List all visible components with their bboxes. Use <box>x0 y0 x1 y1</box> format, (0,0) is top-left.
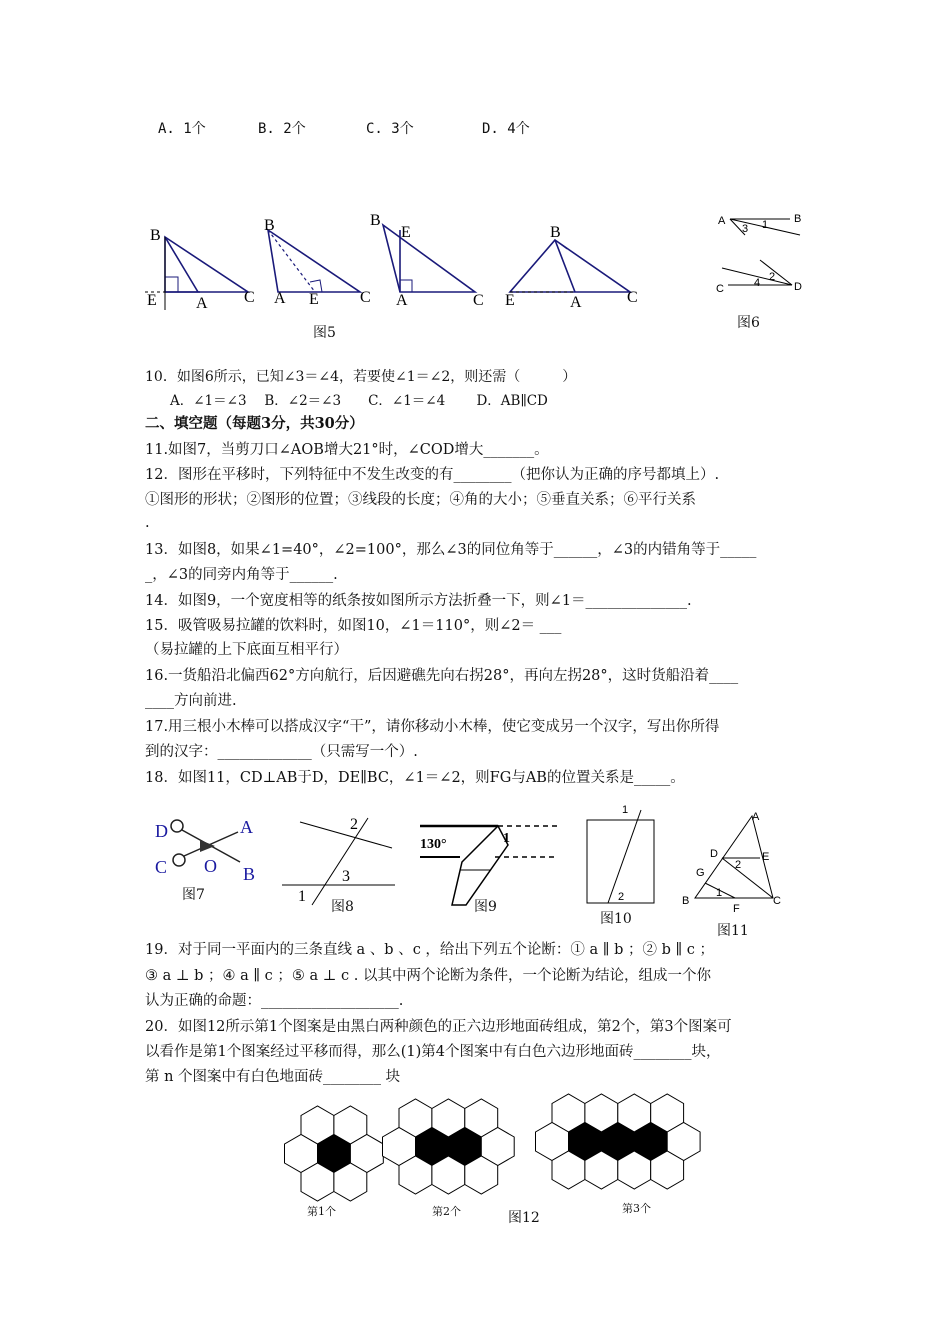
fig5-label: C <box>360 289 371 306</box>
fig11-label: D <box>710 848 718 860</box>
fig5-label: B <box>264 217 275 234</box>
fig6-label: 4 <box>754 277 761 289</box>
fig11-label: 1 <box>716 887 723 899</box>
fig7-caption: 图7 <box>182 887 205 903</box>
question-14: 14．如图9，一个宽度相等的纸条按如图所示方法折叠一下，则∠1＝______________. <box>145 593 692 609</box>
fig5-label: A <box>396 292 408 309</box>
question-12-line2: ①图形的形状；②图形的位置；③线段的长度；④角的大小；⑤垂直关系；⑥平行关系 <box>145 492 696 508</box>
fig7-label: A <box>240 817 253 837</box>
fig12-label-2: 第2个 <box>432 1205 461 1218</box>
fig8-caption: 图8 <box>331 899 354 915</box>
option-c: C. 3个 <box>366 121 414 137</box>
question-11: 11.如图7，当剪刀口∠AOB增大21°时，∠COD增大_______。 <box>145 442 549 458</box>
section-2-heading: 二、填空题（每题3分，共30分） <box>145 415 364 432</box>
fig5-label: A <box>196 295 208 312</box>
fig6-label: 3 <box>742 223 749 235</box>
question-15-note: （易拉罐的上下底面互相平行） <box>145 642 348 658</box>
fig5-label: A <box>570 294 582 311</box>
question-13-line2: _，∠3的同旁内角等于______. <box>145 567 338 583</box>
fig9-caption: 图9 <box>474 899 497 915</box>
question-19-line2: ③ a ⊥ b ；④ a ∥ c ；⑤ a ⊥ c . 以其中两个论断为条件，一个论断为结论，组成一个你 <box>145 968 711 984</box>
question-12-line3: . <box>145 515 150 531</box>
option-d: D. 4个 <box>482 121 530 137</box>
question-13: 13．如图8，如果∠1=40°，∠2=100°，那么∠3的同位角等于______，∠3的内错角等于_____ <box>145 542 757 558</box>
fig7-label: B <box>243 864 256 884</box>
question-10: 10．如图6所示，已知∠3＝∠4，若要使∠1＝∠2，则还需（ ） <box>145 369 577 385</box>
question-19-line3: 认为正确的命题：___________________. <box>145 993 404 1009</box>
question-20-line3: 第 n 个图案中有白色地面砖________ 块 <box>145 1069 401 1085</box>
fig7-label: D <box>155 821 168 841</box>
option-a: A. 1个 <box>158 121 206 137</box>
fig11-label: B <box>682 895 690 907</box>
question-12: 12．图形在平移时，下列特征中不发生改变的有________（把你认为正确的序号都填上）. <box>145 467 720 483</box>
fig11-label: F <box>733 903 740 915</box>
fig5-caption: 图5 <box>313 325 336 341</box>
fig11-caption: 图11 <box>717 923 749 939</box>
fig8-label: 2 <box>350 816 358 833</box>
fig10-label: 2 <box>618 891 625 903</box>
fig6-label: D <box>794 281 802 293</box>
fig9-label: 1 <box>503 831 510 846</box>
fig11-label: C <box>773 895 781 907</box>
fig10-label: 1 <box>622 804 629 816</box>
fig12-label-3: 第3个 <box>622 1202 651 1215</box>
fig5-label: E <box>147 292 157 309</box>
question-10-options: A．∠1＝∠3 B．∠2＝∠3 C．∠1＝∠4 D．AB∥CD <box>170 393 548 409</box>
question-16-line2: ____方向前进. <box>145 693 237 709</box>
fig11-label: A <box>752 811 760 823</box>
fig11-label: E <box>762 851 770 863</box>
fig8-label: 3 <box>342 868 350 885</box>
fig7-label: O <box>204 856 217 876</box>
fig5-label: E <box>401 224 411 241</box>
question-17-line2: 到的汉字：_____________（只需写一个）. <box>145 744 418 760</box>
fig6-label: C <box>716 283 724 295</box>
question-15: 15．吸管吸易拉罐的饮料时，如图10，∠1＝110°，则∠2＝ ___ <box>145 618 562 634</box>
fig5-label: E <box>309 291 319 308</box>
fig12-caption: 图12 <box>508 1210 540 1226</box>
fig12-label-1: 第1个 <box>307 1205 336 1218</box>
fig5-label: C <box>473 292 484 309</box>
fig6-label: B <box>794 213 802 225</box>
fig6-label: 1 <box>762 219 769 231</box>
fig9-label: 130° <box>420 837 447 852</box>
fig5-label: B <box>370 212 381 229</box>
question-20: 20．如图12所示第1个图案是由黑白两种颜色的正六边形地面砖组成，第2个，第3个图案可 <box>145 1019 732 1035</box>
fig5-label: C <box>244 289 255 306</box>
question-18: 18．如图11，CD⊥AB于D，DE∥BC，∠1＝∠2，则FG与AB的位置关系是_____。 <box>145 770 685 786</box>
question-20-line2: 以看作是第1个图案经过平移而得，那么(1)第4个图案中有白色六边形地面砖________块， <box>145 1044 721 1060</box>
question-19: 19．对于同一平面内的三条直线 a 、b 、c ，给出下列五个论断：① a ∥ b ；② b ∥ c ； <box>145 942 715 958</box>
option-b: B. 2个 <box>258 121 306 137</box>
question-16: 16.一货船沿北偏西62°方向航行，后因避礁先向右拐28°，再向左拐28°，这时货船沿着____ <box>145 668 739 684</box>
fig5-label: C <box>627 289 638 306</box>
fig11-label: G <box>696 867 705 879</box>
fig7-label: C <box>155 857 168 877</box>
question-17: 17.用三根小木棒可以搭成汉字“干”，请你移动小木棒，使它变成另一个汉字，写出你所得 <box>145 719 720 735</box>
fig6-caption: 图6 <box>737 315 760 331</box>
fig11-label: 2 <box>735 859 742 871</box>
fig5-label: B <box>550 224 561 241</box>
fig5-label: E <box>505 292 515 309</box>
fig6-label: 2 <box>769 271 776 283</box>
fig8-label: 1 <box>298 888 306 905</box>
fig5-label: A <box>274 290 286 307</box>
fig10-caption: 图10 <box>600 911 632 927</box>
fig5-label: B <box>150 227 161 244</box>
fig6-label: A <box>718 215 726 227</box>
